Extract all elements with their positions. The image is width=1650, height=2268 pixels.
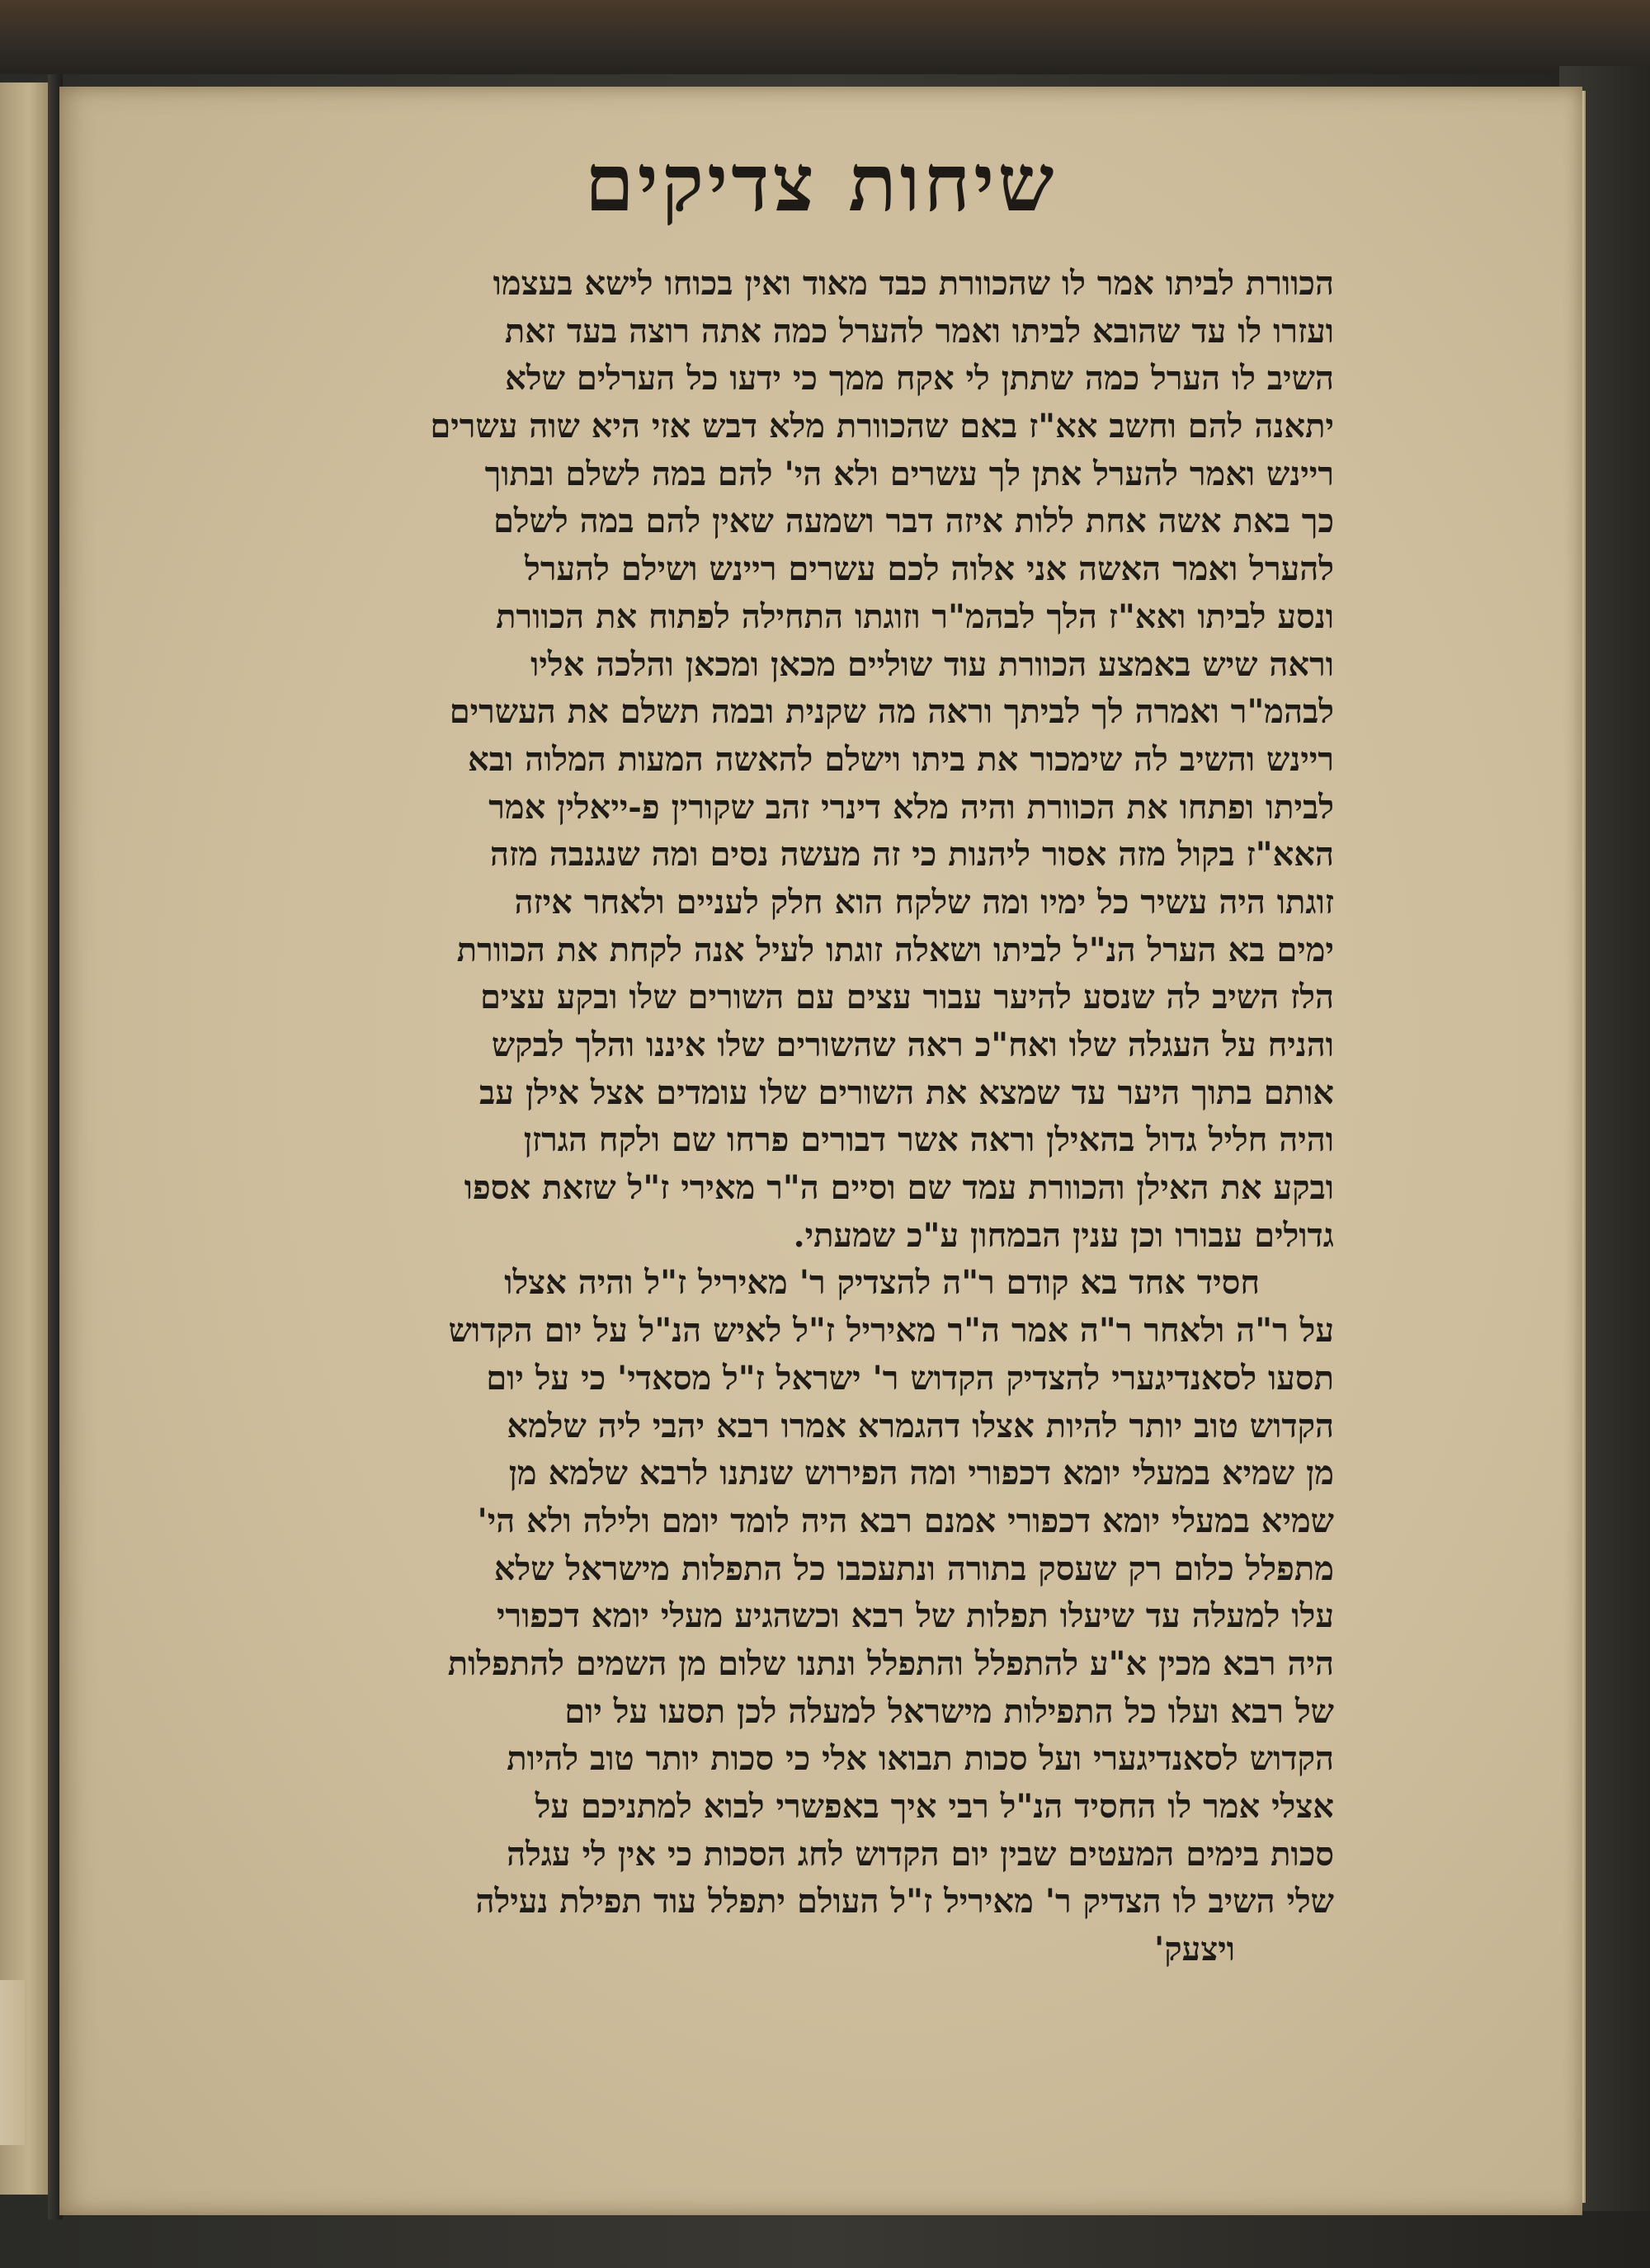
page-tear — [0, 1980, 25, 2145]
text-line: שמיא במעלי יומא דכפורי אמנם רבא היה לומד יומם ולילה ולא הי' — [477, 1501, 1334, 1540]
text-line: ובקע את האילן והכוורת עמד שם וסיים ה"ר מאירי ז"ל שזאת אספו — [464, 1168, 1334, 1208]
text-line: וראה שיש באמצע הכוורת עוד שוליים מכאן ומכאן והלכה אליו — [530, 644, 1334, 684]
text-line: ויצעק' — [1154, 1930, 1235, 1969]
text-line: השיב לו הערל כמה שתתן לי אקח ממך כי ידעו כל הערלים שלא — [505, 359, 1334, 398]
text-body — [105, 260, 1334, 1973]
text-line: ימים בא הערל הנ"ל לביתו ושאלה זוגתו לעיל אנה לקחת את הכוורת — [456, 930, 1334, 969]
text-line: אותם בתוך היער עד שמצא את השורים שלו עומדים אצל אילן עב — [479, 1073, 1334, 1112]
book-top-edge — [0, 0, 1650, 74]
text-line: זוגתו היה עשיר כל ימיו ומה שלקח הוא חלק לעניים ולאחר איזה — [514, 882, 1334, 922]
text-line: ונסע לביתו ואא"ז הלך לבהמ"ר וזוגתו התחילה לפתוח את הכוורת — [496, 596, 1334, 636]
text-line: ריינש והשיב לה שימכור את ביתו וישלם להאשה המעות המלוה ובא — [468, 739, 1334, 779]
text-line: הקדוש לסאנדיגערי ועל סכות תבואו אלי כי סכות יותר טוב להיות — [507, 1739, 1334, 1779]
text-line: שלי השיב לו הצדיק ר' מאיריל ז"ל העולם יתפלל עוד תפילת נעילה — [475, 1882, 1334, 1921]
text-line: לביתו ופתחו את הכוורת והיה מלא דינרי זהב שקורין פ-ייאלין אמר — [488, 787, 1334, 827]
text-line: עלו למעלה עד שיעלו תפלות של רבא וכשהגיע מעלי יומא דכפורי — [496, 1596, 1334, 1636]
text-line: סכות בימים המעטים שבין יום הקדוש לחג הסכות כי אין לי עגלה — [507, 1834, 1334, 1874]
text-line: יתאנה להם וחשב אא"ז באם שהכוורת מלא דבש אזי היא שוה עשרים — [430, 407, 1334, 446]
text-line: והניח על העגלה שלו ואח"כ ראה שהשורים שלו איננו והלך לבקש — [491, 1026, 1334, 1064]
text-line: תסעו לסאנדיגערי להצדיק הקדוש ר' ישראל ז"ל מסאדי' כי על יום — [486, 1358, 1334, 1398]
text-line: הכוורת לביתו אמר לו שהכוורת כבד מאוד ואין בכוחו לישא בעצמו — [493, 264, 1334, 303]
page-title: שיחות צדיקים — [584, 136, 1058, 229]
text-line: מן שמיא במעלי יומא דכפורי ומה הפירוש שנתנו לרבא שלמא מן — [508, 1454, 1334, 1493]
document-page — [59, 87, 1582, 2215]
text-line: ריינש ואמר להערל אתן לך עשרים ולא הי' להם במה לשלם ובתוך — [484, 454, 1334, 493]
text-line: אצלי אמר לו החסיד הנ"ל רבי איך באפשרי לבוא למתניכם על — [535, 1787, 1334, 1826]
text-line: ועזרו לו עד שהובא לביתו ואמר להערל כמה אתה רוצה בעד זאת — [504, 311, 1334, 351]
text-line: האא"ז בקול מזה אסור ליהנות כי זה מעשה נסים ומה שנגנבה מזה — [490, 835, 1334, 875]
text-line: והיה חליל גדול בהאילן וראה אשר דבורים פרחו שם ולקח הגרזן — [523, 1120, 1334, 1160]
text-line: היה רבא מכין א"ע להתפלל והתפלל ונתנו שלום מן השמים להתפלות — [447, 1643, 1334, 1683]
text-line: כך באת אשה אחת ללות איזה דבר ושמעה שאין להם במה לשלם — [493, 502, 1334, 541]
text-line: מתפלל כלום רק שעסק בתורה ונתעכבו כל התפלות מישראל שלא — [493, 1549, 1334, 1588]
text-line: הלז השיב לה שנסע להיער עבור עצים עם השורים שלו ובקע עצים — [479, 978, 1334, 1017]
text-line: לבהמ"ר ואמרה לך לביתך וראה מה שקנית ובמה תשלם את העשרים — [449, 692, 1334, 732]
text-line: על ר"ה ולאחר ר"ה אמר ה"ר מאיריל ז"ל לאיש הנ"ל על יום הקדוש — [448, 1311, 1334, 1351]
text-line: הקדוש טוב יותר להיות אצלו דהגמרא אמרו רבא יהבי ליה שלמא — [507, 1406, 1334, 1445]
text-line: של רבא ועלו כל התפילות מישראל למעלה לכן תסעו על יום — [564, 1691, 1334, 1731]
text-line: להערל ואמר האשה אני אלוה לכם עשרים ריינש ושילם להערל — [525, 549, 1334, 589]
text-line: חסיד אחד בא קודם ר"ה להצדיק ר' מאיריל ז"ל והיה אצלו — [504, 1263, 1260, 1303]
text-line: גדולים עבורו וכן ענין הבמחון ע"כ שמעתי. — [793, 1215, 1334, 1255]
